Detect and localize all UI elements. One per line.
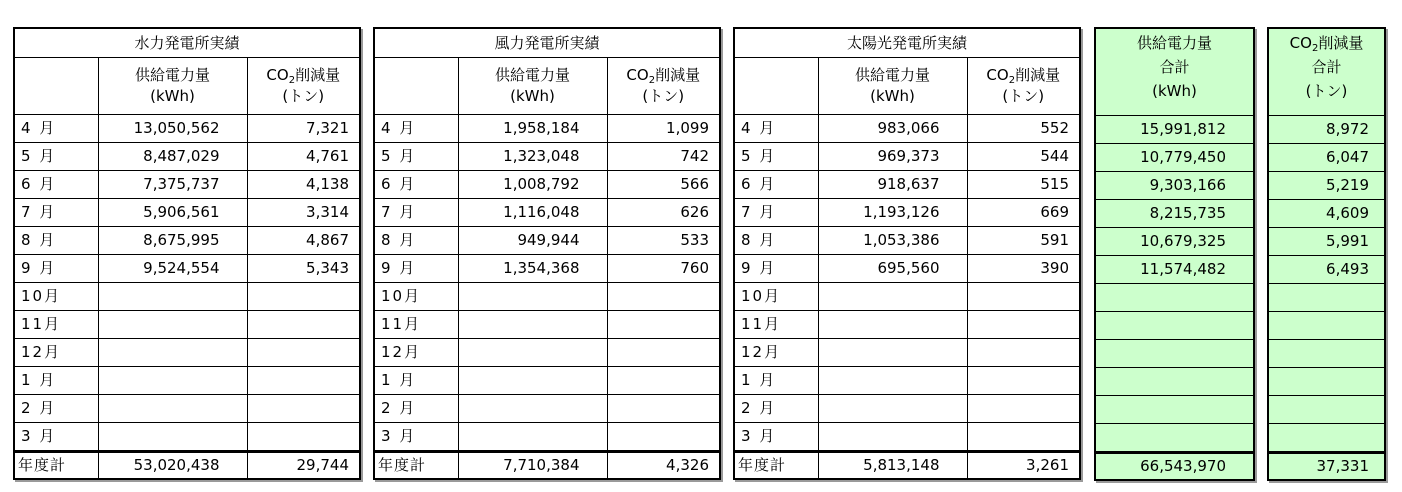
month-cell: 4 月 <box>14 115 98 143</box>
co2-cell <box>247 283 360 311</box>
month-cell: 5 月 <box>14 143 98 171</box>
kwh-cell: 1,323,048 <box>458 143 607 171</box>
co2-cell <box>607 283 720 311</box>
table-row <box>1095 256 1254 284</box>
kwh-cell <box>818 311 967 339</box>
table-row <box>14 143 360 171</box>
kwh-cell <box>818 283 967 311</box>
sum-cell: 6,493 <box>1268 256 1385 284</box>
table-row <box>374 339 720 367</box>
table-row <box>1095 228 1254 256</box>
co2-cell: 626 <box>607 199 720 227</box>
sum-cell: 9,303,166 <box>1095 172 1254 200</box>
co2-cell: 390 <box>967 255 1080 283</box>
table-row <box>734 115 1080 143</box>
month-cell: 12月 <box>734 339 818 367</box>
month-cell: 10月 <box>374 283 458 311</box>
kwh-cell: 918,637 <box>818 171 967 199</box>
sum-cell: 10,679,325 <box>1095 228 1254 256</box>
co2-cell: 4,761 <box>247 143 360 171</box>
table-row <box>374 283 720 311</box>
month-cell: 7 月 <box>734 199 818 227</box>
co2-sum-total: 37,331 <box>1268 453 1385 481</box>
hydro-total-co2: 29,744 <box>247 452 360 480</box>
co2-cell <box>247 339 360 367</box>
wind-total-kwh: 7,710,384 <box>458 452 607 480</box>
sum-cell <box>1095 340 1254 368</box>
table-row <box>1095 200 1254 228</box>
table-row <box>1268 200 1385 228</box>
month-cell: 1 月 <box>374 367 458 395</box>
solar-total-co2: 3,261 <box>967 452 1080 480</box>
month-cell: 2 月 <box>14 395 98 423</box>
kwh-cell <box>458 283 607 311</box>
kwh-cell: 1,354,368 <box>458 255 607 283</box>
month-cell: 9 月 <box>14 255 98 283</box>
co2-cell: 7,321 <box>247 115 360 143</box>
kwh-cell <box>98 367 247 395</box>
table-row <box>14 423 360 452</box>
sum-cell: 10,779,450 <box>1095 144 1254 172</box>
co2-sum-header: $CO_2$削減量 合計 (トン) <box>1268 28 1385 116</box>
table-row <box>14 115 360 143</box>
table-row <box>374 423 720 452</box>
hydro-total-kwh: 53,020,438 <box>98 452 247 480</box>
table-row <box>374 199 720 227</box>
co2-cell: 566 <box>607 171 720 199</box>
table-row <box>1095 116 1254 144</box>
table-row <box>14 283 360 311</box>
supply-sum-header: 供給電力量 合計 (kWh) <box>1095 28 1254 116</box>
sum-cell <box>1268 312 1385 340</box>
month-cell: 6 月 <box>734 171 818 199</box>
co2-total-table <box>1267 27 1386 481</box>
month-cell: 7 月 <box>14 199 98 227</box>
month-cell: 8 月 <box>734 227 818 255</box>
kwh-cell <box>458 339 607 367</box>
co2-cell <box>247 395 360 423</box>
month-cell: 8 月 <box>374 227 458 255</box>
table-row <box>1095 284 1254 312</box>
co2-cell: 515 <box>967 171 1080 199</box>
table-row <box>14 255 360 283</box>
table-row <box>1095 172 1254 200</box>
sum-cell <box>1268 340 1385 368</box>
month-cell: 11月 <box>14 311 98 339</box>
table-row <box>374 255 720 283</box>
table-row <box>14 311 360 339</box>
supply-sum-total: 66,543,970 <box>1095 453 1254 481</box>
table-row <box>374 367 720 395</box>
co2-cell: 1,099 <box>607 115 720 143</box>
sum-cell <box>1095 312 1254 340</box>
month-cell: 9 月 <box>374 255 458 283</box>
kwh-cell: 969,373 <box>818 143 967 171</box>
table-row <box>374 115 720 143</box>
table-row <box>14 395 360 423</box>
table-row <box>14 171 360 199</box>
month-cell: 7 月 <box>374 199 458 227</box>
table-row <box>14 339 360 367</box>
kwh-cell <box>98 283 247 311</box>
co2-cell <box>967 367 1080 395</box>
month-cell: 11月 <box>734 311 818 339</box>
table-row <box>1268 116 1385 144</box>
table-row <box>734 143 1080 171</box>
table-row <box>1095 144 1254 172</box>
co2-cell: 552 <box>967 115 1080 143</box>
kwh-cell <box>98 339 247 367</box>
kwh-cell <box>458 395 607 423</box>
kwh-cell: 1,053,386 <box>818 227 967 255</box>
sum-cell: 15,991,812 <box>1095 116 1254 144</box>
month-cell: 1 月 <box>14 367 98 395</box>
kwh-cell <box>818 367 967 395</box>
table-row <box>734 227 1080 255</box>
sum-cell <box>1268 396 1385 424</box>
month-cell: 4 月 <box>734 115 818 143</box>
sum-cell <box>1095 368 1254 396</box>
solar-title: 太陽光発電所実績 <box>734 28 1080 58</box>
co2-cell: 669 <box>967 199 1080 227</box>
table-row <box>734 311 1080 339</box>
table-row <box>734 339 1080 367</box>
kwh-cell: 8,675,995 <box>98 227 247 255</box>
co2-header: $CO_2$削減量 (トン) <box>607 58 720 115</box>
table-row <box>374 395 720 423</box>
month-cell: 3 月 <box>374 423 458 452</box>
co2-cell <box>247 367 360 395</box>
month-header <box>374 58 458 115</box>
sum-cell: 6,047 <box>1268 144 1385 172</box>
total-label: 年度計 <box>374 452 458 480</box>
table-row <box>1268 396 1385 424</box>
table-row <box>1268 256 1385 284</box>
table-row <box>1268 172 1385 200</box>
kwh-cell <box>458 367 607 395</box>
kwh-cell: 8,487,029 <box>98 143 247 171</box>
co2-cell: 742 <box>607 143 720 171</box>
co2-cell: 533 <box>607 227 720 255</box>
table-row <box>1268 228 1385 256</box>
kwh-cell <box>98 395 247 423</box>
table-row <box>1268 144 1385 172</box>
month-cell: 10月 <box>734 283 818 311</box>
kwh-cell <box>98 423 247 452</box>
table-row <box>374 143 720 171</box>
kwh-cell <box>818 395 967 423</box>
solar-table <box>733 27 1081 480</box>
co2-header: $CO_2$削減量 (トン) <box>967 58 1080 115</box>
table-row <box>14 227 360 255</box>
sum-cell: 11,574,482 <box>1095 256 1254 284</box>
table-row <box>734 423 1080 452</box>
month-cell: 9 月 <box>734 255 818 283</box>
co2-cell: 591 <box>967 227 1080 255</box>
table-row <box>734 367 1080 395</box>
kwh-cell: 5,906,561 <box>98 199 247 227</box>
month-cell: 4 月 <box>374 115 458 143</box>
wind-title: 風力発電所実績 <box>374 28 720 58</box>
table-row <box>374 227 720 255</box>
co2-cell <box>247 423 360 452</box>
kwh-cell: 9,524,554 <box>98 255 247 283</box>
co2-cell <box>967 339 1080 367</box>
month-cell: 2 月 <box>734 395 818 423</box>
kwh-cell: 1,958,184 <box>458 115 607 143</box>
kwh-cell: 695,560 <box>818 255 967 283</box>
table-row <box>374 311 720 339</box>
month-cell: 3 月 <box>14 423 98 452</box>
sum-cell: 8,215,735 <box>1095 200 1254 228</box>
sum-cell <box>1268 284 1385 312</box>
solar-total-kwh: 5,813,148 <box>818 452 967 480</box>
table-row <box>734 171 1080 199</box>
supply-header: 供給電力量 (kWh) <box>818 58 967 115</box>
sum-cell <box>1268 424 1385 453</box>
kwh-cell: 7,375,737 <box>98 171 247 199</box>
month-cell: 1 月 <box>734 367 818 395</box>
co2-cell: 5,343 <box>247 255 360 283</box>
table-row <box>14 199 360 227</box>
co2-cell <box>967 283 1080 311</box>
co2-cell: 760 <box>607 255 720 283</box>
co2-header: $CO_2$削減量 (トン) <box>247 58 360 115</box>
sum-cell <box>1095 396 1254 424</box>
table-row <box>1095 424 1254 453</box>
table-row <box>1095 340 1254 368</box>
co2-cell: 4,867 <box>247 227 360 255</box>
kwh-cell <box>98 311 247 339</box>
sum-cell: 4,609 <box>1268 200 1385 228</box>
month-cell: 12月 <box>14 339 98 367</box>
supply-header: 供給電力量 (kWh) <box>458 58 607 115</box>
supply-header: 供給電力量 (kWh) <box>98 58 247 115</box>
co2-cell <box>967 423 1080 452</box>
sum-cell: 5,219 <box>1268 172 1385 200</box>
sum-cell <box>1268 368 1385 396</box>
table-row <box>1095 396 1254 424</box>
table-row <box>734 199 1080 227</box>
month-cell: 5 月 <box>734 143 818 171</box>
month-cell: 6 月 <box>374 171 458 199</box>
kwh-cell <box>818 339 967 367</box>
kwh-cell <box>818 423 967 452</box>
co2-cell <box>247 311 360 339</box>
month-cell: 10月 <box>14 283 98 311</box>
month-cell: 8 月 <box>14 227 98 255</box>
co2-cell <box>607 311 720 339</box>
month-cell: 6 月 <box>14 171 98 199</box>
month-cell: 5 月 <box>374 143 458 171</box>
month-header <box>734 58 818 115</box>
co2-cell: 3,314 <box>247 199 360 227</box>
co2-cell: 4,138 <box>247 171 360 199</box>
hydro-title: 水力発電所実績 <box>14 28 360 58</box>
total-label: 年度計 <box>734 452 818 480</box>
table-row <box>1268 312 1385 340</box>
kwh-cell: 1,193,126 <box>818 199 967 227</box>
month-cell: 12月 <box>374 339 458 367</box>
wind-table <box>373 27 721 480</box>
table-row <box>1268 368 1385 396</box>
table-row <box>734 255 1080 283</box>
kwh-cell: 949,944 <box>458 227 607 255</box>
co2-cell <box>607 423 720 452</box>
co2-cell: 544 <box>967 143 1080 171</box>
kwh-cell <box>458 311 607 339</box>
month-header <box>14 58 98 115</box>
co2-cell <box>607 339 720 367</box>
kwh-cell: 1,116,048 <box>458 199 607 227</box>
month-cell: 3 月 <box>734 423 818 452</box>
co2-cell <box>607 367 720 395</box>
total-label: 年度計 <box>14 452 98 480</box>
hydro-table <box>13 27 361 480</box>
sum-cell <box>1095 284 1254 312</box>
co2-cell <box>967 311 1080 339</box>
sum-cell <box>1095 424 1254 453</box>
co2-cell <box>607 395 720 423</box>
table-row <box>1095 368 1254 396</box>
month-cell: 2 月 <box>374 395 458 423</box>
table-row <box>374 171 720 199</box>
supply-total-table <box>1094 27 1255 481</box>
kwh-cell: 13,050,562 <box>98 115 247 143</box>
table-row <box>1095 312 1254 340</box>
table-row <box>734 283 1080 311</box>
table-row <box>14 367 360 395</box>
table-row <box>1268 424 1385 453</box>
sum-cell: 8,972 <box>1268 116 1385 144</box>
kwh-cell <box>458 423 607 452</box>
co2-cell <box>967 395 1080 423</box>
sum-cell: 5,991 <box>1268 228 1385 256</box>
table-row <box>734 395 1080 423</box>
table-row <box>1268 340 1385 368</box>
month-cell: 11月 <box>374 311 458 339</box>
kwh-cell: 1,008,792 <box>458 171 607 199</box>
wind-total-co2: 4,326 <box>607 452 720 480</box>
table-row <box>1268 284 1385 312</box>
kwh-cell: 983,066 <box>818 115 967 143</box>
